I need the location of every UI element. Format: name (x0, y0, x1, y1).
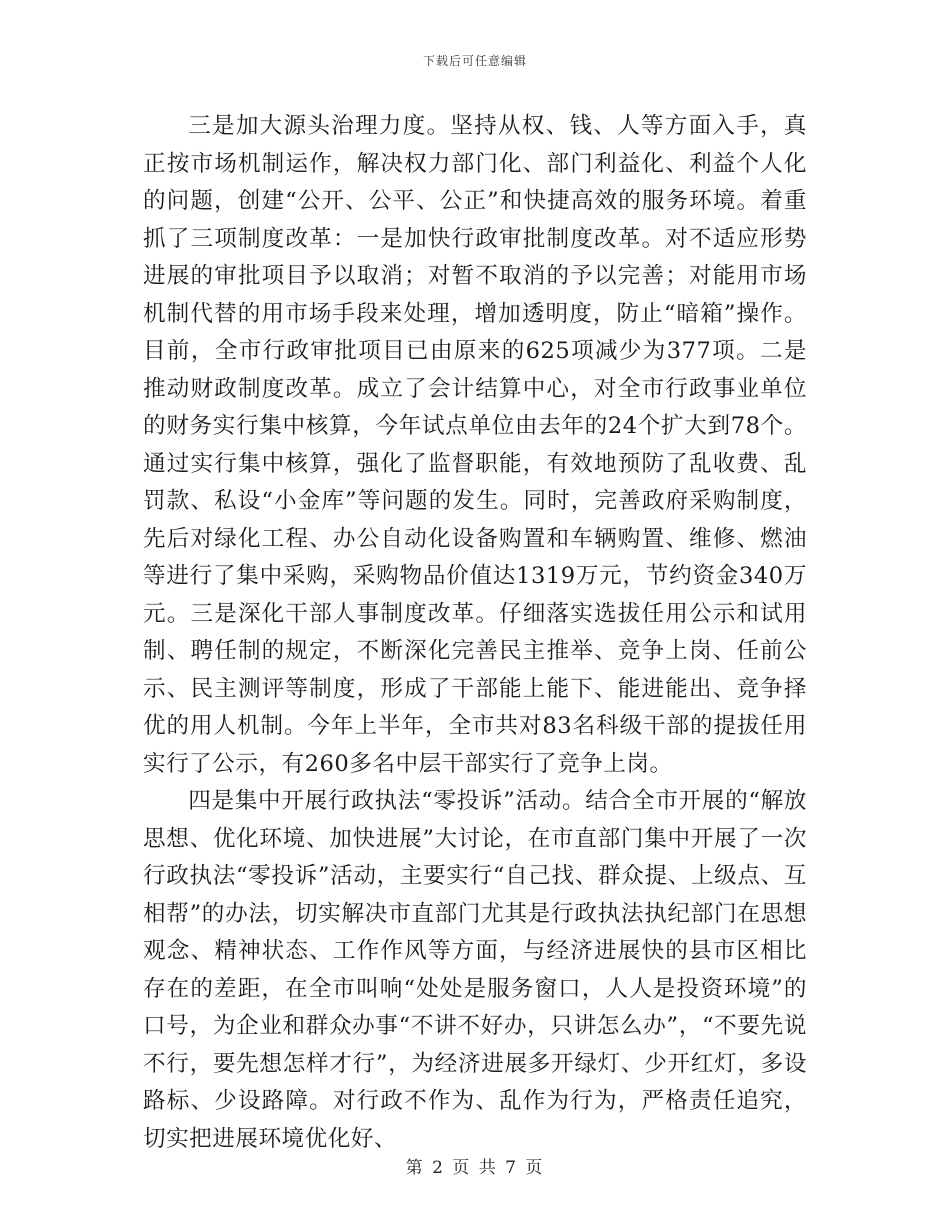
paragraph-source-governance: 三是加大源头治理力度。坚持从权、钱、人等方面入手，真正按市场机制运作，解决权力部门化、部门利益化、利益个人化的问题，创建“公开、公平、公正”和快捷高效的服务环境。着重抓了三项制度改革：一是加快行政审批制度改革。对不适应形势进展的审批项目予以取消；对暂不取消的予以完善；对能用市场机制代替的用市场手段来处理，增加透明度，防止“暗箱”操作。目前，全市行政审批项目已由原来的625项减少为377项。二是推动财政制度改革。成立了会计结算中心，对全市行政事业单位的财务实行集中核算，今年试点单位由去年的24个扩大到78个。通过实行集中核算，强化了监督职能，有效地预防了乱收费、乱罚款、私设“小金库”等问题的发生。同时，完善政府采购制度，先后对绿化工程、办公自动化设备购置和车辆购置、维修、燃油等进行了集中采购，采购物品价值达1319万元，节约资金340万元。三是深化干部人事制度改革。仔细落实选拔任用公示和试用制、聘任制的规定，不断深化完善民主推举、竞争上岗、任前公示、民主测评等制度，形成了干部能上能下、能进能出、竞争择优的用人机制。今年上半年，全市共对83名科级干部的提拔任用实行了公示，有260多名中层干部实行了竞争上岗。 (143, 113, 807, 777)
page-number: 第 2 页 共 7 页 (405, 1158, 545, 1178)
paragraph-zero-complaint: 四是集中开展行政执法“零投诉”活动。结合全市开展的“解放思想、优化环境、加快进展”大讨论，在市直部门集中开展了一次行政执法“零投诉”活动，主要实行“自己找、群众提、上级点、互相帮”的办法，切实解决市直部门尤其是行政执法执纪部门在思想观念、精神状态、工作作风等方面，与经济进展快的县市区相比存在的差距，在全市叫响“处处是服务窗口，人人是投资环境”的口号，为企业和群众办事“不讲不好办，只讲怎么办”，“不要先说不行，要先想怎样才行”，为经济进展多开绿灯、少开红灯，多设路标、少设路障。对行政不作为、乱作为行为，严格责任追究，切实把进展环境优化好、 (143, 788, 807, 1152)
page-header: 下载后可任意编辑 (422, 54, 527, 68)
document-body (143, 108, 807, 1158)
